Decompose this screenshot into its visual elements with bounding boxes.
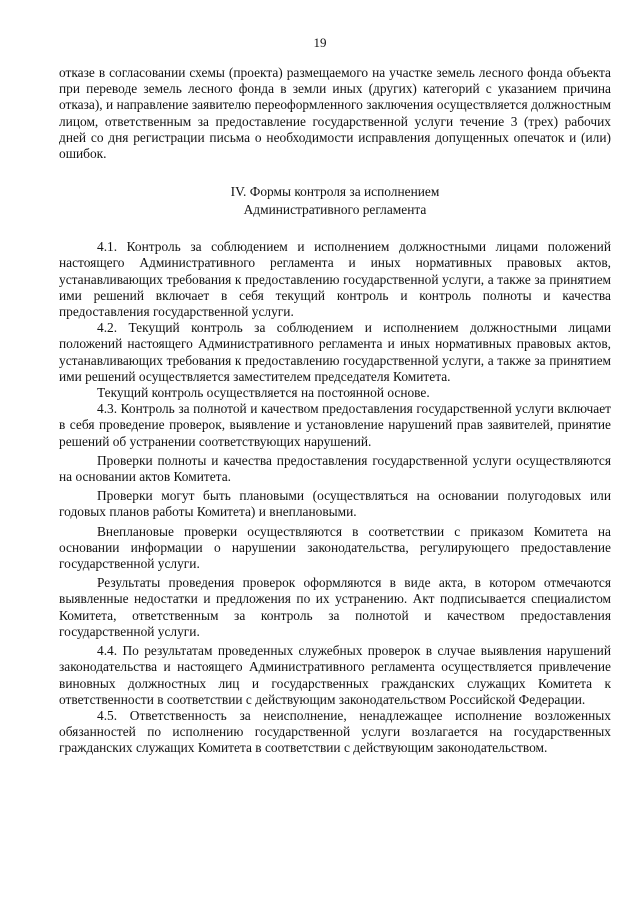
- paragraph-inspections-basis: Проверки полноты и качества предоставления государственной услуги осуществляются на основании актов Комитета.: [59, 452, 611, 485]
- intro-paragraph: отказе в согласовании схемы (проекта) размещаемого на участке земель лесного фонда объекта при переводе земель лесного фонда в земли иных (других) категорий с указанием причина отказа), и направление заявителю переоформленного заключения осуществляется должностным лицом, ответственным за предоставление государственной услуги течение 3 (трех) рабочих дней со дня регистрации письма о необходимости исправления допущенных опечаток и (или) ошибок.: [59, 65, 611, 162]
- section-heading-line1: IV. Формы контроля за исполнением: [230, 184, 440, 200]
- paragraph-4-1: 4.1. Контроль за соблюдением и исполнением должностными лицами положений настоящего Административного регламента и иных нормативных правовых актов, устанавливающих требования к предоставлению государственной услуги, а также за принятием ими решений включает в себя текущий контроль и контроль полноты и качества предоставления государственной услуги.: [59, 239, 611, 320]
- document-body: [59, 65, 611, 757]
- paragraph-inspection-results: Результаты проведения проверок оформляются в виде акта, в котором отмечаются выявленные недостатки и предложения по их устранению. Акт подписывается специалистом Комитета, ответственным за контроль за полнотой и качеством предоставления государственной услуги.: [59, 575, 611, 639]
- paragraph-4-3: 4.3. Контроль за полнотой и качеством предоставления государственной услуги включает в себя проведение проверок, выявление и установление нарушений прав заявителей, принятие решений об устранении соответствующих нарушений.: [59, 401, 611, 449]
- paragraph-4-4: 4.4. По результатам проведенных служебных проверок в случае выявления нарушений законодательства и настоящего Административного регламента осуществляется привлечение виновных должностных лиц и государственных гражданских служащих Комитета к ответственности в соответствии с действующим законодательством Российской Федерации.: [59, 643, 611, 707]
- paragraph-inspections-types: Проверки могут быть плановыми (осуществляться на основании полугодовых или годовых планов работы Комитета) и внеплановыми.: [59, 488, 611, 520]
- paragraph-current-control: Текущий контроль осуществляется на постоянной основе.: [97, 385, 430, 401]
- section-heading: [59, 183, 611, 219]
- paragraph-4-2: 4.2. Текущий контроль за соблюдением и исполнением должностными лицами положений настоящего Административного регламента и иных нормативных правовых актов, устанавливающих требования к предоставлению государственной услуги, а также за принятием ими решений осуществляется заместителем председателя Комитета.: [59, 320, 611, 384]
- paragraph-4-5: 4.5. Ответственность за неисполнение, ненадлежащее исполнение возложенных обязанностей по исполнению государственной услуги возлагается на государственных гражданских служащих Комитета в соответствии с действующим законодательством.: [59, 707, 611, 756]
- page-number: 19: [313, 35, 327, 50]
- paragraph-unplanned-inspections: Внеплановые проверки осуществляются в соответствии с приказом Комитета на основании информации о нарушении законодательства, регулирующего предоставление государственной услуги.: [59, 523, 611, 572]
- section-heading-line2: Административного регламента: [243, 202, 427, 218]
